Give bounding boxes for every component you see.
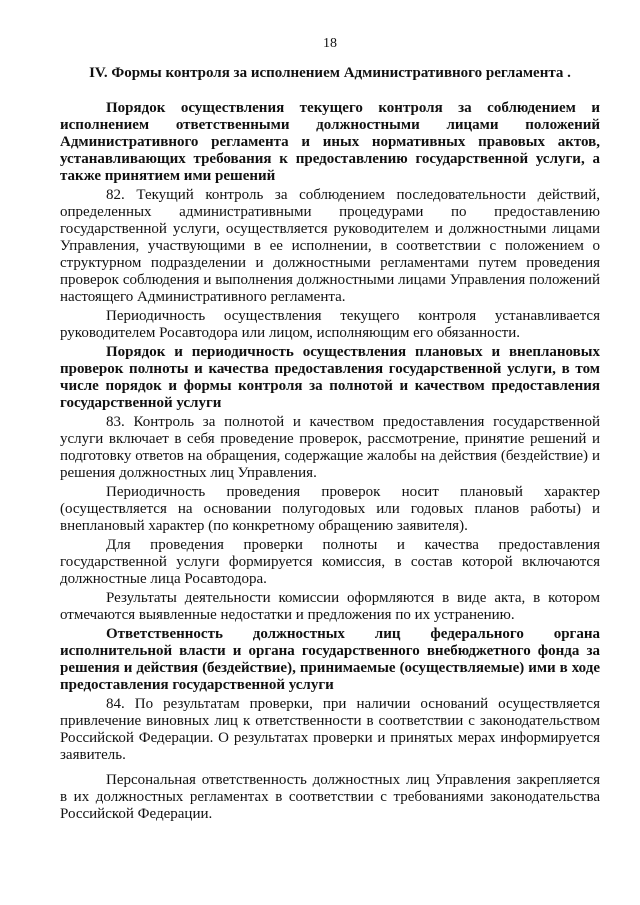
paragraph-84: 84. По результатам проверки, при наличии оснований осуществляется привлечение виновных лиц к ответственности в соответствии с законодательством Российской Федерации. О результатах проверки и принятых мерах информируется заявитель. [60,696,600,763]
subheading-inspections: Порядок и периодичность осуществления плановых и внеплановых проверок полноты и качества предоставления государственной услуги, в том числе порядок и формы контроля за полнотой и качеством предоставления государственной услуги [60,344,600,411]
subheading-responsibility: Ответственность должностных лиц федерального органа исполнительной власти и органа государственного внебюджетного фонда за решения и действия (бездействие), принимаемые (осуществляемые) ими в ходе предоставления государственной услуги [60,626,600,693]
paragraph-personal-responsibility: Персональная ответственность должностных лиц Управления закрепляется в их должностных регламентах в соответствии с требованиями законодательства Российской Федерации. [60,772,600,822]
page-number: 18 [323,36,337,51]
paragraph-periodicity-current: Периодичность осуществления текущего контроля устанавливается руководителем Росавтодора или лицом, исполняющим его обязанности. [60,308,600,341]
section-title: IV. Формы контроля за исполнением Административного регламента . [89,65,571,81]
subheading-current-control: Порядок осуществления текущего контроля за соблюдением и исполнением ответственными должностными лицами положений Административного регламента и иных нормативных правовых актов, устанавливающих требования к предоставлению государственной услуги, а также принятием ими решений [60,100,600,184]
paragraph-periodicity-inspections: Периодичность проведения проверок носит плановый характер (осуществляется на основании полугодовых или годовых планов работы) и внеплановый характер (по конкретному обращению заявителя). [60,484,600,534]
paragraph-commission-results: Результаты деятельности комиссии оформляются в виде акта, в котором отмечаются выявленные недостатки и предложения по их устранению. [60,590,600,623]
paragraph-commission: Для проведения проверки полноты и качества предоставления государственной услуги формируется комиссия, в состав которой включаются должностные лица Росавтодора. [60,537,600,587]
paragraph-83: 83. Контроль за полнотой и качеством предоставления государственной услуги включает в себя проведение проверок, рассмотрение, принятие решений и подготовку ответов на обращения, содержащие жалобы на действия (бездействие) и решения должностных лиц Управления. [60,414,600,481]
paragraph-82: 82. Текущий контроль за соблюдением последовательности действий, определенных административными процедурами по предоставлению государственной услуги, осуществляется руководителем и должностными лицами Управления, участвующими в ее исполнении, в соответствии с положением о структурном подразделении и должностными регламентами путем проведения проверок соблюдения и выполнения должностными лицами Управления положений настоящего Административного регламента. [60,187,600,305]
